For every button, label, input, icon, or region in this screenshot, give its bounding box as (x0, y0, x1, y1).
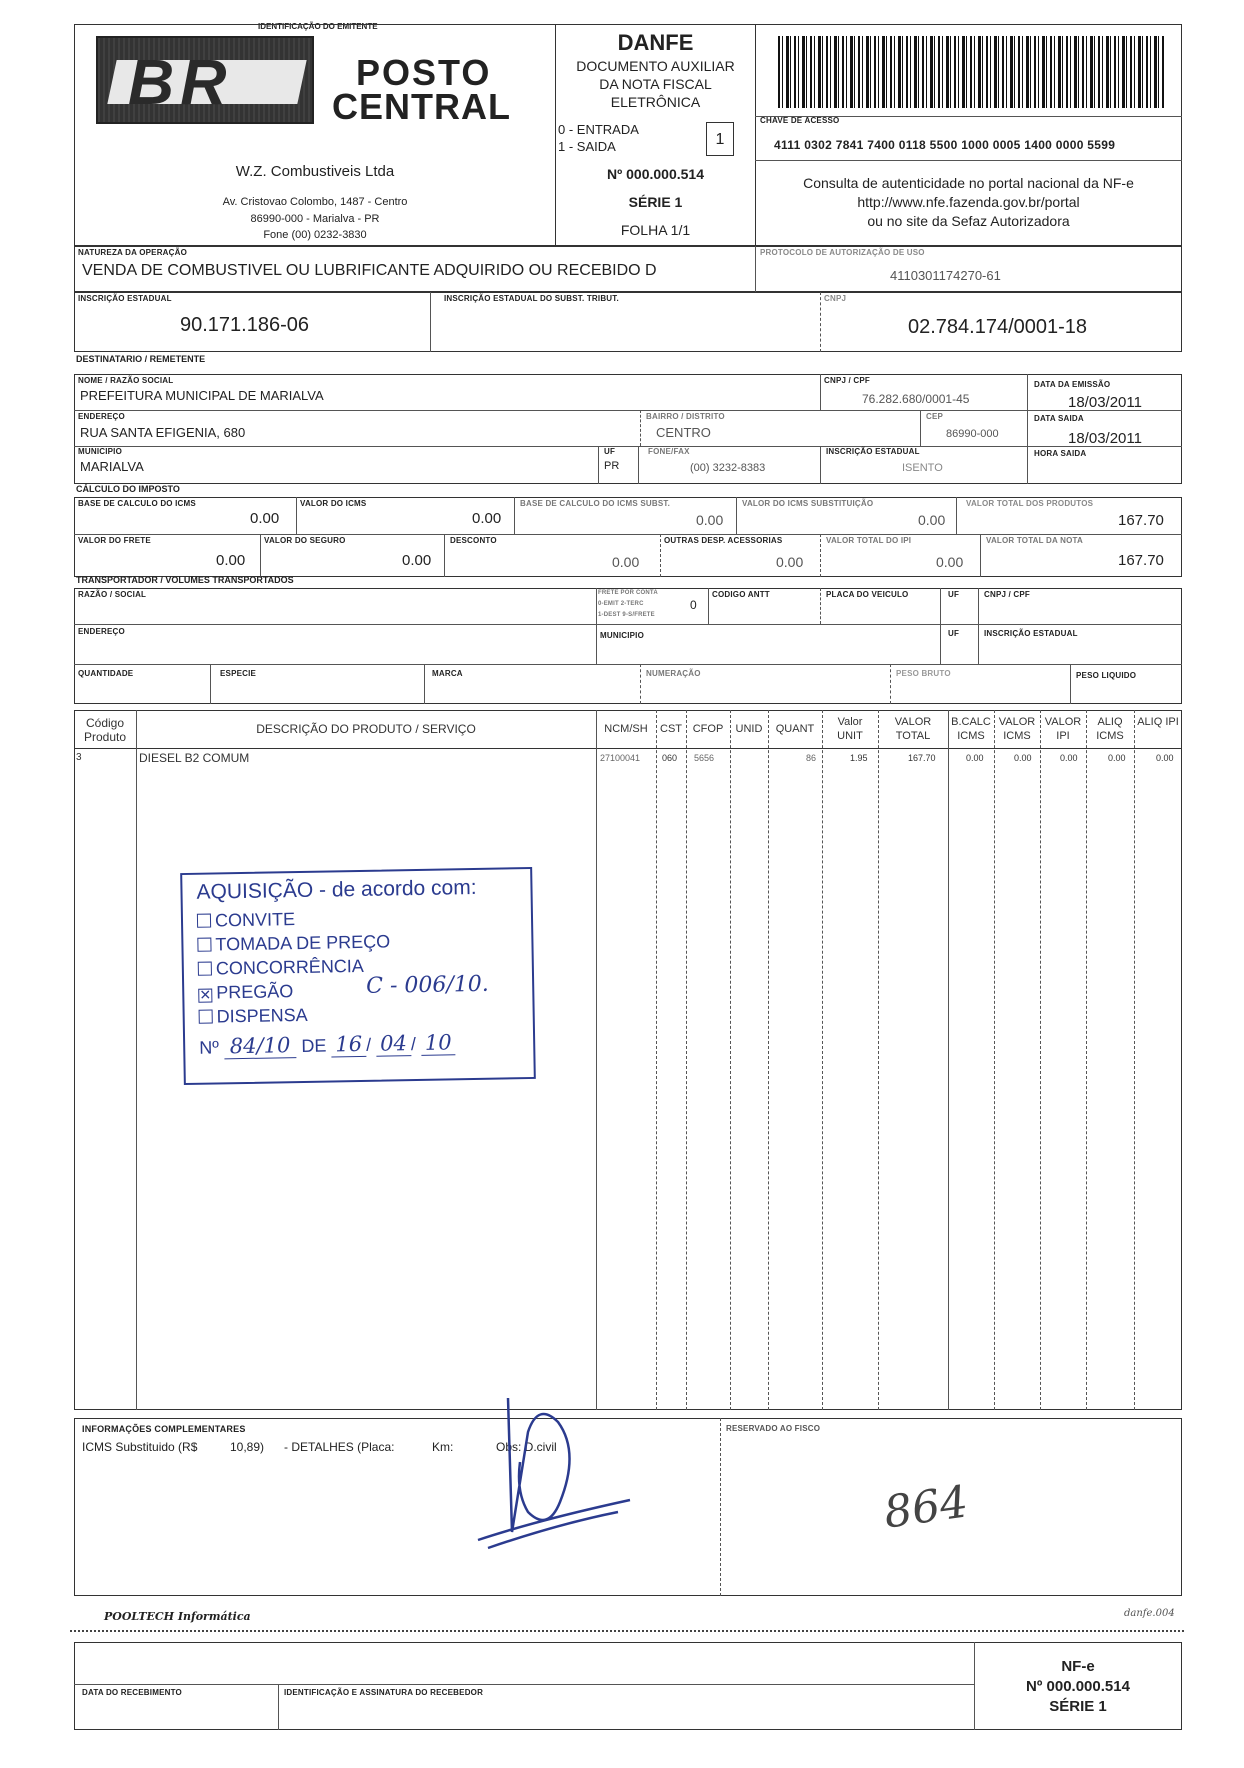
info-text-3: - DETALHES (Placa: (284, 1440, 395, 1454)
br-logo (96, 36, 314, 124)
cnpj-emit-value: 02.784.174/0001-18 (908, 316, 1088, 338)
emitente-company: W.Z. Combustiveis Ltda (235, 163, 395, 180)
iest-label: INSCRIÇÃO ESTADUAL DO SUBST. TRIBUT. (444, 294, 619, 303)
dest-ie-label: INSCRIÇÃO ESTADUAL (826, 447, 920, 456)
row-ncm: 27100041 (600, 753, 641, 763)
trans-peso-bruto-label: PESO BRUTO (896, 669, 951, 678)
protocolo-label: PROTOCOLO DE AUTORIZAÇÃO DE USO (760, 248, 925, 257)
footer-numero: Nº 000.000.514 (1026, 1678, 1130, 1695)
trans-placa-label: PLACA DO VEICULO (826, 590, 909, 599)
th-cfop: CFOP (692, 723, 724, 735)
row-vicms: 0.00 (1014, 753, 1032, 763)
dest-emissao-label: DATA DA EMISSÃO (1034, 380, 1111, 389)
dest-cnpj-label: CNPJ / CPF (824, 376, 871, 385)
info-text-5: Obs: D.civil (496, 1440, 557, 1454)
th-bcicms: B.CALC ICMS (951, 716, 991, 742)
footer-code: danfe.004 (1124, 1608, 1175, 1619)
aquisicao-stamp (180, 867, 536, 1085)
desconto-label: DESCONTO (450, 536, 497, 545)
footer-nfe: NF-e (1061, 1658, 1095, 1675)
emitente-section-label: IDENTIFICAÇÃO DO EMITENTE (258, 22, 378, 31)
natureza-value: VENDA DE COMBUSTIVEL OU LUBRIFICANTE ADQUIRIDO OU RECEBIDO D (82, 262, 657, 279)
ipi-value: 0.00 (936, 554, 964, 570)
outras-value: 0.00 (776, 554, 804, 570)
nota-label: VALOR TOTAL DA NOTA (986, 536, 1083, 545)
nota-value: 167.70 (1118, 552, 1164, 569)
emitente-address1: Av. Cristovao Colombo, 1487 - Centro (222, 196, 408, 208)
danfe-subtitle2: DA NOTA FISCAL (599, 76, 712, 92)
dest-saida-label: DATA SAIDA (1034, 414, 1084, 423)
info-text-4: Km: (432, 1440, 454, 1454)
th-cst: CST (660, 723, 682, 735)
chave-consulta2: http://www.nfe.fazenda.gov.br/portal (857, 194, 1080, 210)
dest-saida-value: 18/03/2011 (1068, 430, 1142, 447)
br-logo-text: BR (128, 46, 233, 118)
protocolo-value: 4110301174270-61 (890, 268, 1001, 283)
danfe-subtitle1: DOCUMENTO AUXILIAR (576, 58, 735, 74)
trans-qtd-label: QUANTIDADE (78, 669, 134, 678)
dest-bairro-label: BAIRRO / DISTRITO (646, 412, 725, 421)
destinatario-section-label: DESTINATARIO / REMETENTE (76, 354, 206, 364)
stamp-pregao: ✕ PREGÃO (199, 981, 294, 1003)
row-codigo: 3 (76, 752, 82, 763)
fisco-label: RESERVADO AO FISCO (726, 1424, 821, 1433)
chave-label: CHAVE DE ACESSO (760, 116, 840, 125)
emitente-address2: 86990-000 - Marialva - PR (250, 213, 380, 225)
th-vtotal: VALOR TOTAL (894, 716, 932, 742)
trans-peso-liq-label: PESO LIQUIDO (1076, 671, 1137, 680)
bc-st-value: 0.00 (696, 512, 724, 528)
stamp-dispensa: DISPENSA (199, 1005, 308, 1028)
recebimento-label: DATA DO RECEBIMENTO (82, 1688, 182, 1697)
dest-endereco-value: RUA SANTA EFIGENIA, 680 (80, 425, 246, 440)
info-label: INFORMAÇÕES COMPLEMENTARES (82, 1424, 246, 1434)
dest-uf-label: UF (604, 447, 616, 456)
th-unid: UNID (735, 723, 763, 735)
dest-nome-value: PREFEITURA MUNICIPAL DE MARIALVA (80, 388, 324, 403)
trans-antt-label: CODIGO ANTT (712, 590, 770, 599)
dest-fone-label: FONE/FAX (648, 447, 690, 456)
row-aicms: 0.00 (1108, 753, 1126, 763)
trans-ie-label: INSCRIÇÃO ESTADUAL (984, 629, 1078, 638)
row-vunit: 1.95 (850, 753, 868, 763)
outras-label: OUTRAS DESP. ACESSORIAS (664, 536, 783, 545)
th-aicms: ALIQ ICMS (1096, 716, 1124, 742)
footer-serie: SÉRIE 1 (1049, 1698, 1107, 1715)
trans-frete-conta-3: 1-DEST 9-S/FRETE (598, 612, 655, 618)
row-quant: 86 (806, 753, 817, 763)
dest-nome-label: NOME / RAZÃO SOCIAL (78, 376, 174, 385)
th-aipi: ALIQ IPI (1137, 716, 1179, 728)
ipi-label: VALOR TOTAL DO IPI (826, 536, 912, 545)
row-vtotal: 167.70 (908, 753, 936, 763)
ie-label: INSCRIÇÃO ESTADUAL (78, 294, 172, 303)
desconto-value: 0.00 (612, 554, 640, 570)
dispensa-checkbox (199, 1010, 213, 1024)
natureza-label: NATUREZA DA OPERAÇÃO (78, 248, 188, 257)
transportador-section-label: TRANSPORTADOR / VOLUMES TRANSPORTADOS (76, 575, 294, 585)
footer-brand: POOLTECH Informática (104, 1610, 251, 1623)
v-prod-value: 167.70 (1118, 512, 1164, 529)
v-icms-value: 0.00 (472, 510, 502, 527)
stamp-tomada: TOMADA DE PREÇO (197, 931, 390, 955)
trans-numeracao-label: NUMERAÇÃO (646, 669, 701, 678)
danfe-tipo-box: 1 (706, 122, 734, 156)
trans-frete-conta-1: FRETE POR CONTA (598, 590, 658, 596)
dest-bairro-value: CENTRO (656, 425, 711, 440)
th-ncm: NCM/SH (604, 723, 648, 735)
row-descricao: DIESEL B2 COMUM (139, 751, 250, 765)
trans-frete-conta-2: 0-EMIT 2-TERC (598, 601, 644, 607)
dest-uf-value: PR (604, 460, 620, 472)
chave-consulta3: ou no site da Sefaz Autorizadora (867, 213, 1070, 229)
danfe-numero: Nº 000.000.514 (607, 166, 704, 182)
stamp-pregao-note: C - 006/10. (365, 971, 490, 999)
danfe-subtitle3: ELETRÔNICA (610, 94, 701, 110)
dest-endereco-label: ENDEREÇO (78, 412, 125, 421)
dest-emissao-value: 18/03/2011 (1068, 394, 1142, 411)
dest-ie-value: ISENTO (902, 462, 943, 474)
trans-cnpj-label: CNPJ / CPF (984, 590, 1031, 599)
stamp-numero-line: Nº 84/10 DE 16 / 04 / 10 (199, 1030, 456, 1058)
stamp-concorrencia: CONCORRÊNCIA (198, 956, 364, 980)
stamp-convite: CONVITE (197, 909, 295, 932)
trans-especie-label: ESPECIE (220, 669, 257, 678)
danfe-folha: FOLHA 1/1 (620, 222, 691, 238)
trans-marca-label: MARCA (432, 669, 463, 678)
dest-hora-label: HORA SAIDA (1034, 449, 1087, 458)
stamp-title: AQUISIÇÃO - de acordo com: (196, 875, 477, 904)
trans-razao-label: RAZÃO / SOCIAL (78, 590, 147, 599)
row-cst: 060 (662, 753, 678, 763)
logo-central: CENTRAL (332, 86, 511, 127)
cnpj-emit-label: CNPJ (824, 294, 847, 303)
v-st-label: VALOR DO ICMS SUBSTITUIÇÃO (742, 499, 874, 508)
imposto-section-label: CÁLCULO DO IMPOSTO (76, 484, 180, 494)
bc-st-label: BASE DE CALCULO DO ICMS SUBST. (520, 499, 671, 508)
row-bcicms: 0.00 (966, 753, 984, 763)
danfe-saida: 1 - SAIDA (558, 139, 616, 154)
chave-consulta1: Consulta de autenticidade no portal nacional da NF-e (803, 175, 1134, 191)
th-quant: QUANT (775, 723, 815, 735)
produtos-header-divider (74, 748, 1182, 749)
convite-checkbox (197, 914, 211, 928)
danfe-title: DANFE (617, 30, 694, 55)
v-st-value: 0.00 (918, 512, 946, 528)
seguro-value: 0.00 (402, 552, 432, 569)
row-vipi: 0.00 (1060, 753, 1078, 763)
dest-fone-value: (00) 3232-8383 (690, 462, 766, 474)
trans-endereco-label: ENDEREÇO (78, 627, 125, 636)
th-vunit: Valor UNIT (837, 716, 863, 742)
chave-value: 4111 0302 7841 7400 0118 5500 1000 0005 1400 0000 5599 (774, 138, 1116, 152)
dest-municipio-value: MARIALVA (80, 459, 144, 474)
bc-icms-value: 0.00 (250, 510, 280, 527)
danfe-serie: SÉRIE 1 (628, 194, 683, 210)
ie-value: 90.171.186-06 (180, 314, 310, 336)
danfe-entrada: 0 - ENTRADA (558, 122, 639, 137)
th-descricao: DESCRIÇÃO DO PRODUTO / SERVIÇO (256, 722, 476, 736)
v-icms-label: VALOR DO ICMS (300, 499, 367, 508)
signature-mark (468, 1392, 638, 1562)
row-aipi: 0.00 (1156, 753, 1174, 763)
trans-uf-label: UF (948, 590, 960, 599)
logo-posto: POSTO (356, 52, 492, 93)
trans-frete-value: 0 (690, 598, 697, 612)
tomada-checkbox (197, 938, 211, 952)
info-text-1: ICMS Substituido (R$ (82, 1440, 198, 1454)
assinatura-label: IDENTIFICAÇÃO E ASSINATURA DO RECEBEDOR (284, 1688, 484, 1697)
frete-label: VALOR DO FRETE (78, 536, 151, 545)
dest-cnpj-value: 76.282.680/0001-45 (862, 392, 970, 406)
dest-cep-label: CEP (926, 412, 944, 421)
th-vipi: VALOR IPI (1044, 716, 1082, 742)
barcode (778, 36, 1164, 108)
dest-municipio-label: MUNICIPIO (78, 447, 123, 456)
dest-cep-value: 86990-000 (946, 428, 999, 440)
th-vicms: VALOR ICMS (998, 716, 1036, 742)
pregao-checkbox-checked: ✕ (199, 986, 212, 1003)
trans-uf2-label: UF (948, 629, 960, 638)
info-text-2: 10,89) (230, 1440, 265, 1454)
frete-value: 0.00 (216, 552, 246, 569)
v-prod-label: VALOR TOTAL DOS PRODUTOS (966, 499, 1094, 508)
row-cfop: 5656 (694, 753, 715, 763)
bc-icms-label: BASE DE CALCULO DO ICMS (78, 499, 196, 508)
cut-line (70, 1630, 1184, 1632)
trans-municipio-label: MUNICIPIO (600, 631, 645, 640)
seguro-label: VALOR DO SEGURO (264, 536, 346, 545)
th-codigo: Código Produto (83, 716, 127, 744)
emitente-phone: Fone (00) 0232-3830 (263, 229, 367, 241)
fisco-handwritten: 864 (880, 1476, 972, 1539)
concorrencia-checkbox (198, 962, 212, 976)
